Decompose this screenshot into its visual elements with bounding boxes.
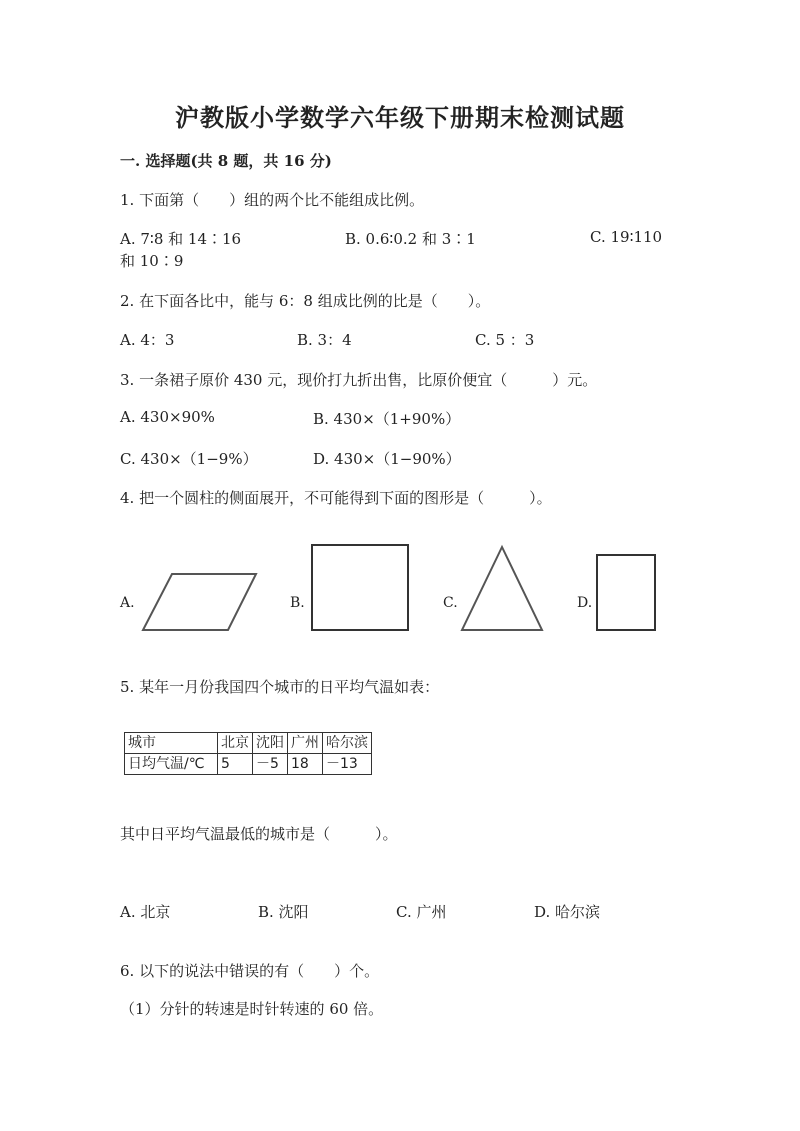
table-cell: 沈阳 [253,733,288,754]
question-5-option-a[interactable]: A. 北京 [120,903,171,921]
table-row [125,754,372,775]
question-3-option-c[interactable]: C. 430×（1−9%） [120,450,258,468]
table-cell: 北京 [218,733,253,754]
question-3-option-d[interactable]: D. 430×（1−90%） [313,450,461,468]
question-4-label-b: B. [290,595,305,611]
table-cell: 18 [288,754,323,775]
table-cell: －5 [253,754,288,775]
question-2-option-a[interactable]: A. 4：3 [120,331,175,349]
table-cell: 城市 [125,733,218,754]
temperature-table [124,732,372,775]
table-cell: 5 [218,754,253,775]
table-cell: 哈尔滨 [323,733,372,754]
question-6-stem: 6. 以下的说法中错误的有（ ）个。 [120,962,380,980]
question-1-option-b[interactable]: B. 0.6∶0.2 和 3∶1 [345,230,476,248]
question-3-stem: 3. 一条裙子原价 430 元，现价打九折出售，比原价便宜（ ）元。 [120,371,598,389]
question-4-label-d: D. [577,595,593,611]
square-shape [312,545,408,630]
question-5-option-d[interactable]: D. 哈尔滨 [534,903,601,921]
page-title: 沪教版小学数学六年级下册期末检测试题 [175,103,625,132]
question-2-option-c[interactable]: C. 5 ：3 [475,331,535,349]
question-1-stem: 1. 下面第（ ）组的两个比不能组成比例。 [120,191,425,209]
question-1-option-a[interactable]: A. 7∶8 和 14∶16 [120,230,242,248]
parallelogram-shape [143,574,256,630]
triangle-shape [462,547,542,630]
question-1-option-c-continued: 和 10∶9 [120,252,184,270]
table-header-row [125,733,372,754]
question-5-option-c[interactable]: C. 广州 [396,903,447,921]
question-5-option-b[interactable]: B. 沈阳 [258,903,309,921]
question-3-option-b[interactable]: B. 430×（1+90%） [313,410,461,428]
question-4-label-a: A. [120,595,135,611]
rectangle-shape [597,555,655,630]
question-2-option-b[interactable]: B. 3：4 [297,331,352,349]
question-4-stem: 4. 把一个圆柱的侧面展开，不可能得到下面的图形是（ ）。 [120,489,552,507]
question-1-option-c[interactable]: C. 19∶110 [590,228,663,246]
question-3-option-a[interactable]: A. 430×90% [120,408,215,426]
table-cell: 日均气温/℃ [125,754,218,775]
section-heading: 一. 选择题(共 8 题，共 16 分) [120,152,332,170]
table-cell: 广州 [288,733,323,754]
question-4-label-c: C. [443,595,458,611]
question-2-stem: 2. 在下面各比中，能与 6：8 组成比例的比是（ ）。 [120,292,491,310]
table-cell: －13 [323,754,372,775]
question-6-item-1: （1）分针的转速是时针转速的 60 倍。 [120,1000,384,1018]
question-5-question: 其中日平均气温最低的城市是（ ）。 [120,825,398,843]
question-5-stem: 5. 某年一月份我国四个城市的日平均气温如表： [120,678,440,696]
